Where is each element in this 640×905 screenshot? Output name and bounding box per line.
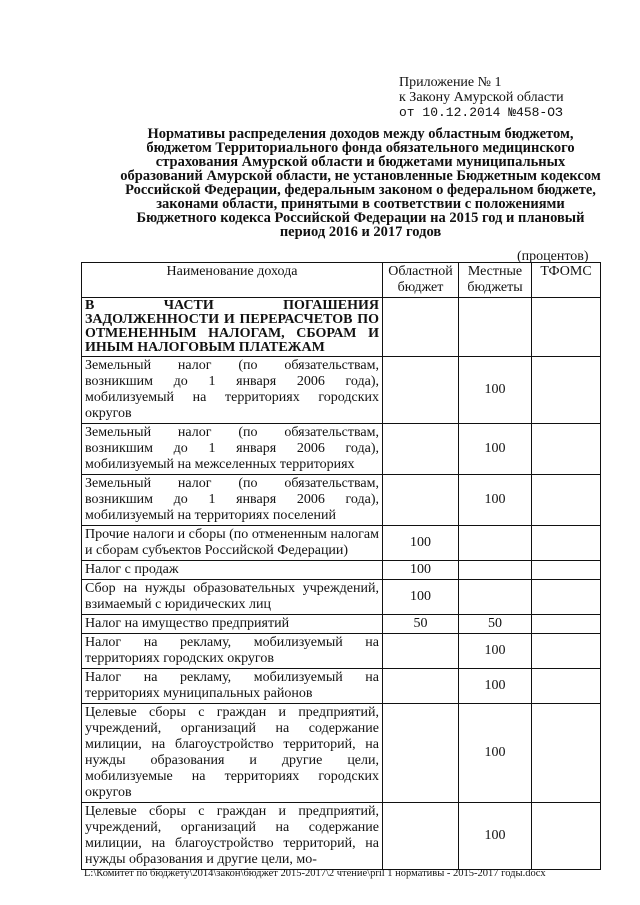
appendix-line-2: к Закону Амурской области [399,90,564,105]
cell-revenue-name: Налог с продаж [82,561,383,580]
cell-local-budgets: 50 [459,615,532,634]
cell-local-budgets: 100 [459,704,532,803]
cell-tfoms [532,357,601,424]
appendix-line-3: от 10.12.2014 №458-ОЗ [399,105,563,120]
cell-revenue-name: Налог на рекламу, мобилизуемый на территориях муниципальных районов [82,669,383,704]
cell-revenue-name: Земельный налог (по обязательствам, возникшим до 1 января 2006 года), мобилизуемый на межселенных территориях [82,424,383,475]
header-tfoms: ТФОМС [532,263,601,298]
table-row [82,526,601,561]
table-row [82,357,601,424]
table-row [82,669,601,704]
cell-regional-budget [383,669,459,704]
header-name: Наименование дохода [82,263,383,298]
table-header-row [82,263,601,298]
cell-local-budgets [459,580,532,615]
cell-revenue-name: В ЧАСТИ ПОГАШЕНИЯ ЗАДОЛЖЕННОСТИ И ПЕРЕРАСЧЕТОВ ПО ОТМЕНЕННЫМ НАЛОГАМ, СБОРАМ И ИНЫМ НАЛОГОВЫМ ПЛАТЕЖАМ [82,298,383,357]
cell-local-budgets [459,298,532,357]
cell-regional-budget [383,704,459,803]
appendix-block [399,75,564,120]
cell-revenue-name: Земельный налог (по обязательствам, возникшим до 1 января 2006 года), мобилизуемый на территориях городских округов [82,357,383,424]
cell-local-budgets: 100 [459,634,532,669]
cell-regional-budget: 100 [383,561,459,580]
cell-revenue-name: Земельный налог (по обязательствам, возникшим до 1 января 2006 года), мобилизуемый на территориях поселений [82,475,383,526]
cell-revenue-name: Целевые сборы с граждан и предприятий, учреждений, организаций на содержание милиции, на благоустройство территорий, на нужды образования и другие цели, мобилизуемые на территориях городских округов [82,704,383,803]
table-row [82,298,601,357]
unit-label: (процентов) [517,249,589,264]
cell-local-budgets: 100 [459,424,532,475]
table-row [82,580,601,615]
cell-regional-budget [383,424,459,475]
cell-tfoms [532,526,601,561]
table-row [82,475,601,526]
header-regional: Областной бюджет [383,263,459,298]
cell-local-budgets: 100 [459,475,532,526]
table-row [82,561,601,580]
header-local: Местные бюджеты [459,263,532,298]
cell-revenue-name: Целевые сборы с граждан и предприятий, учреждений, организаций на содержание милиции, на благоустройство территорий, на нужды образования и другие цели, мо- [82,803,383,870]
cell-regional-budget: 50 [383,615,459,634]
cell-tfoms [532,475,601,526]
cell-tfoms [532,634,601,669]
cell-regional-budget [383,298,459,357]
cell-tfoms [532,561,601,580]
cell-revenue-name: Прочие налоги и сборы (по отмененным налогам и сборам субъектов Российской Федерации) [82,526,383,561]
cell-tfoms [532,615,601,634]
table-body [82,298,601,870]
cell-regional-budget: 100 [383,580,459,615]
cell-regional-budget [383,803,459,870]
cell-local-budgets: 100 [459,669,532,704]
cell-regional-budget [383,357,459,424]
table-row [82,615,601,634]
table-row [82,803,601,870]
cell-local-budgets [459,561,532,580]
cell-regional-budget: 100 [383,526,459,561]
cell-local-budgets: 100 [459,803,532,870]
table-row [82,634,601,669]
table-row [82,704,601,803]
cell-revenue-name: Налог на рекламу, мобилизуемый на территориях городских округов [82,634,383,669]
cell-regional-budget [383,634,459,669]
cell-tfoms [532,424,601,475]
document-title: Нормативы распределения доходов между областным бюджетом, бюджетом Территориального фонда обязательного медицинского страхования Амурской области и бюджетами муниципальных образований Амурской области, не установленные Бюджетным кодексом Российской Федерации, федеральным законом о федеральном бюджете, законами области, принятыми в соответствии с положениями Бюджетного кодекса Российской Федерации на 2015 год и плановый период 2016 и 2017 годов [120,126,601,240]
table-row [82,424,601,475]
cell-tfoms [532,669,601,704]
revenue-table [81,262,601,870]
cell-revenue-name: Налог на имущество предприятий [82,615,383,634]
cell-regional-budget [383,475,459,526]
cell-local-budgets [459,526,532,561]
cell-tfoms [532,580,601,615]
file-path-footer: L:\Комитет по бюджету\2014\закон\бюджет 2015-2017\2 чтение\pril 1 нормативы - 2015-2017 годы.docx [84,868,546,879]
appendix-line-1: Приложение № 1 [399,75,502,90]
cell-tfoms [532,803,601,870]
cell-local-budgets: 100 [459,357,532,424]
cell-tfoms [532,704,601,803]
cell-revenue-name: Сбор на нужды образовательных учреждений, взимаемый с юридических лиц [82,580,383,615]
cell-tfoms [532,298,601,357]
